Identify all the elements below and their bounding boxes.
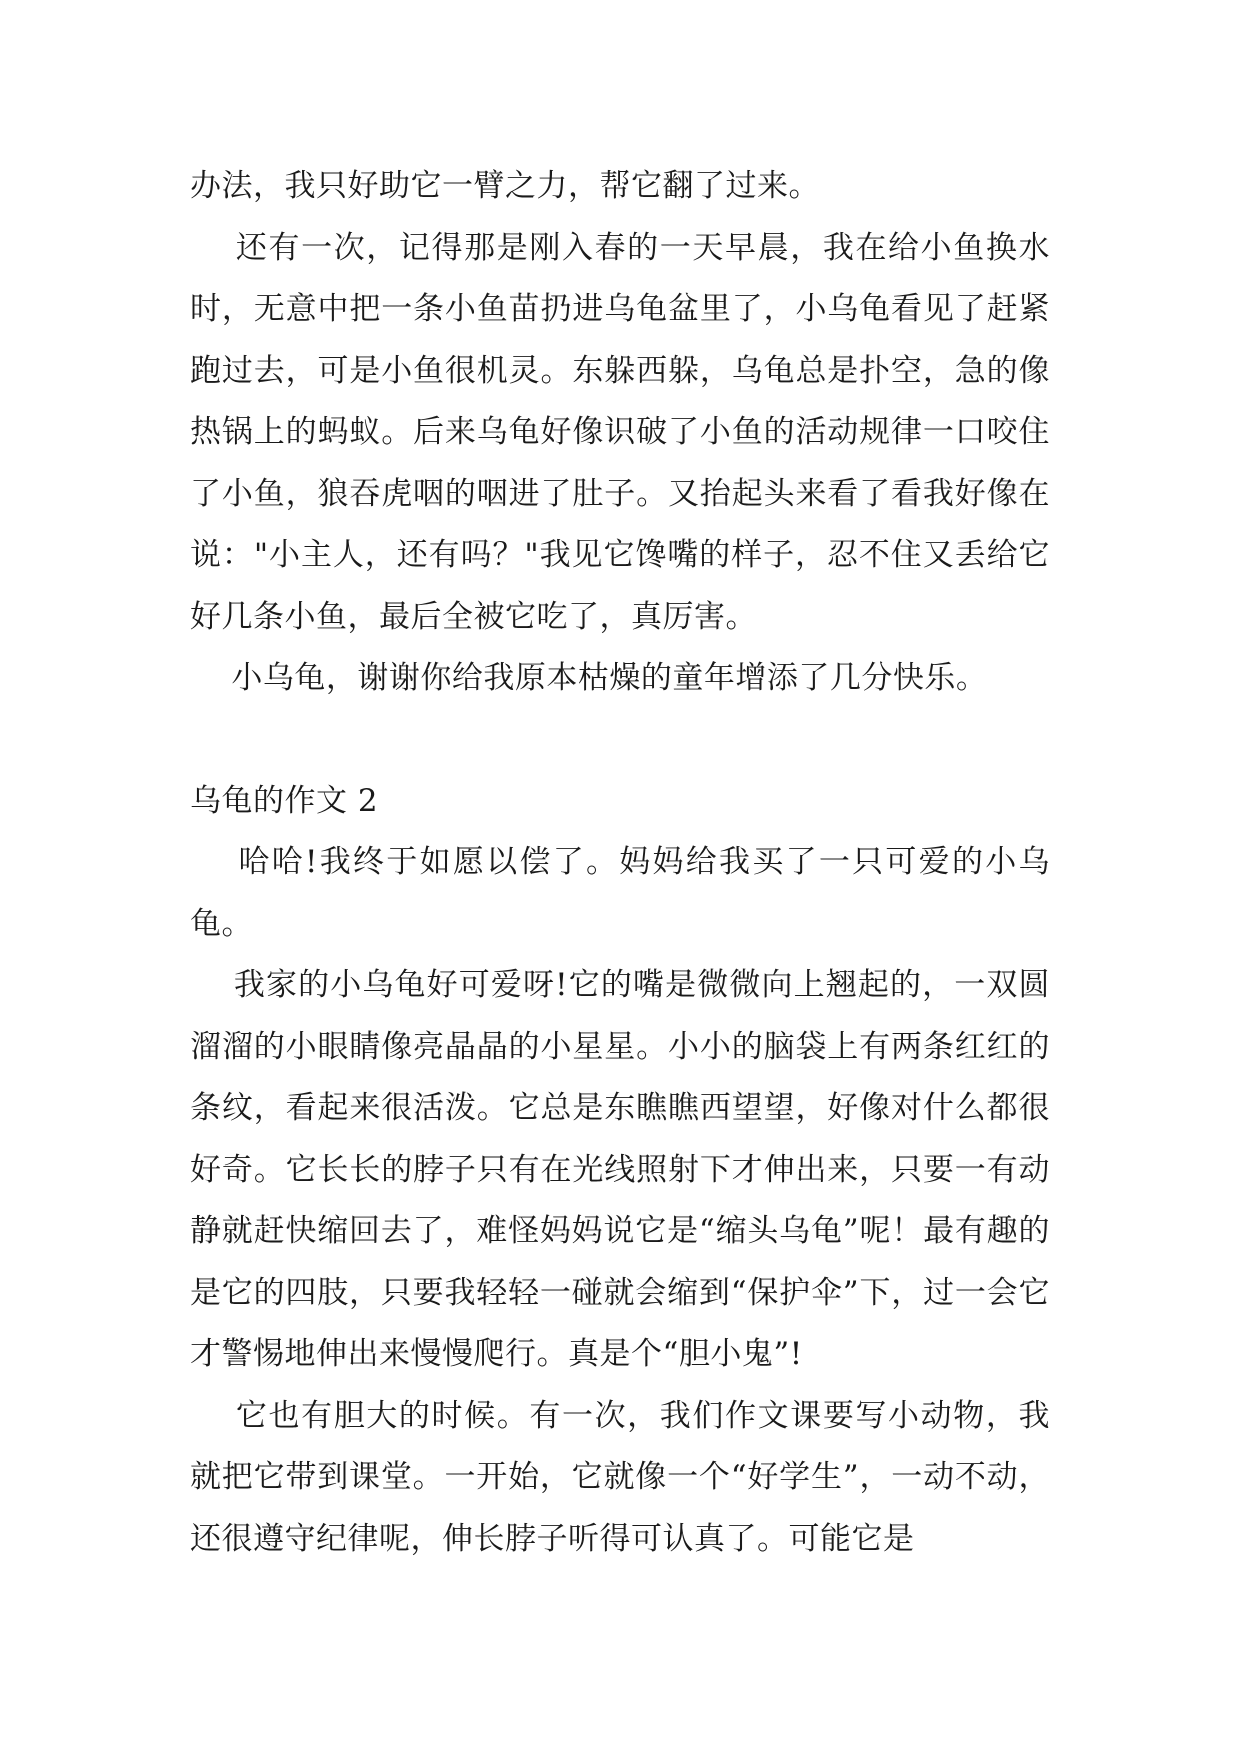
paragraph-4: 哈哈!我终于如愿以偿了。妈妈给我买了一只可爱的小乌龟。 bbox=[190, 844, 1050, 942]
section-title: 乌龟的作文 2 bbox=[190, 782, 379, 819]
paragraph-3: 小乌龟，谢谢你给我原本枯燥的童年增添了几分快乐。 bbox=[190, 660, 988, 696]
paragraph-6: 它也有胆大的时候。有一次，我们作文课要写小动物，我就把它带到课堂。一开始，它就像一个“好学生”，一动不动，还很遵守纪律呢，伸长脖子听得可认真了。可能它是 bbox=[190, 1397, 1050, 1557]
document-body bbox=[190, 156, 1050, 1570]
paragraph-5: 我家的小乌龟好可爱呀!它的嘴是微微向上翘起的，一双圆溜溜的小眼睛像亮晶晶的小星星。小小的脑袋上有两条红红的条纹，看起来很活泼。它总是东瞧瞧西望望，好像对什么都很好奇。它长长的脖子只有在光线照射下才伸出来，只要一有动静就赶快缩回去了，难怪妈妈说它是“缩头乌龟”呢！最有趣的是它的四肢，只要我轻轻一碰就会缩到“保护伞”下，过一会它才警惕地伸出来慢慢爬行。真是个“胆小鬼”! bbox=[190, 967, 1050, 1372]
paragraph-2: 还有一次，记得那是刚入春的一天早晨，我在给小鱼换水时，无意中把一条小鱼苗扔进乌龟盆里了，小乌龟看见了赶紧跑过去，可是小鱼很机灵。东躲西躲，乌龟总是扑空，急的像热锅上的蚂蚁。后来乌龟好像识破了小鱼的活动规律一口咬住了小鱼，狼吞虎咽的咽进了肚子。又抬起头来看了看我好像在说："小主人，还有吗？"我见它馋嘴的样子，忍不住又丢给它好几条小鱼，最后全被它吃了，真厉害。 bbox=[190, 229, 1050, 635]
paragraph-1: 办法，我只好助它一臂之力，帮它翻了过来。 bbox=[190, 168, 820, 204]
